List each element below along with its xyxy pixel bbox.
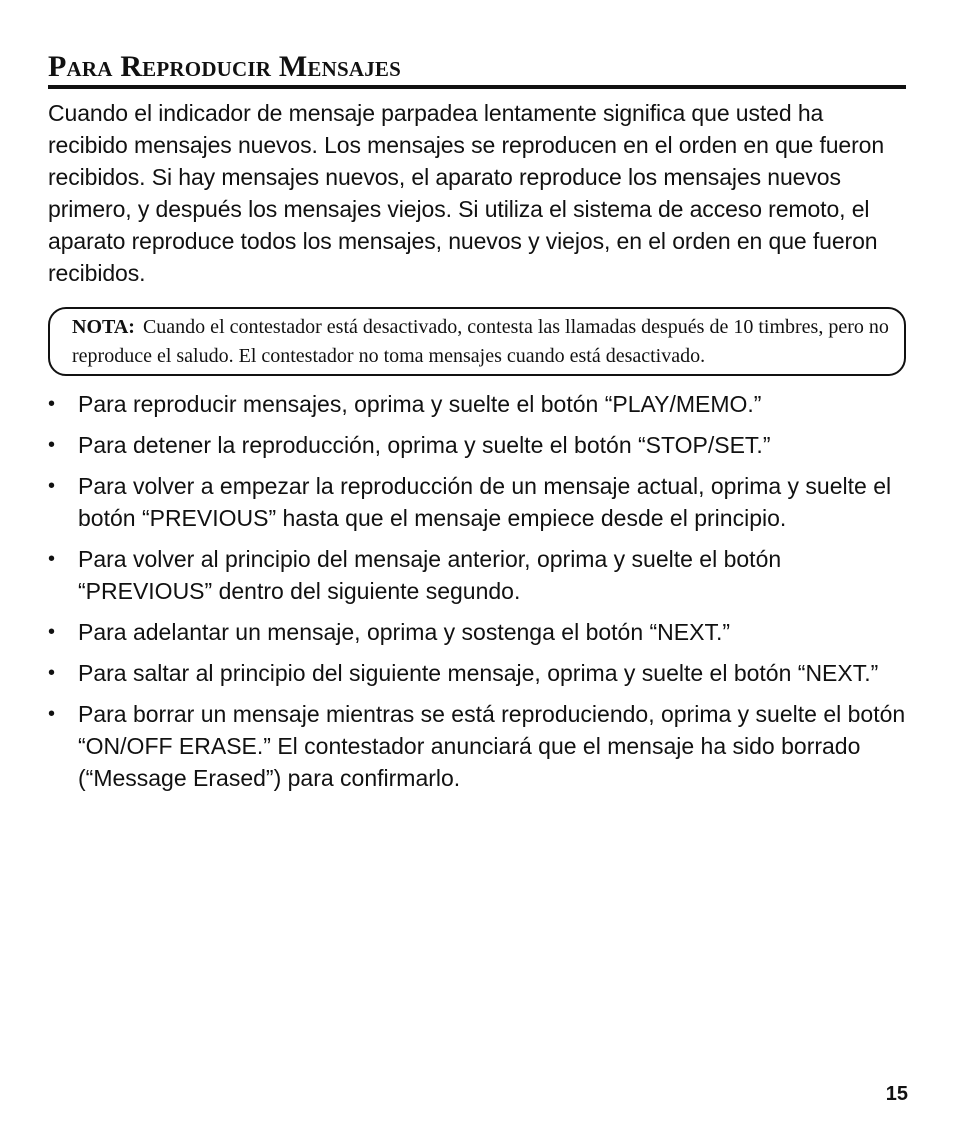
section-title: Para Reproducir Mensajes xyxy=(48,50,906,89)
list-item-text: Para saltar al principio del siguiente mensaje, oprima y suelte el botón “NEXT.” xyxy=(78,660,879,686)
manual-page xyxy=(48,50,906,803)
list-item xyxy=(48,388,906,420)
list-item xyxy=(48,470,906,534)
list-item xyxy=(48,698,906,794)
list-item xyxy=(48,616,906,648)
list-item-text: Para volver al principio del mensaje anterior, oprima y suelte el botón “PREVIOUS” dentro del siguiente segundo. xyxy=(78,546,782,604)
note-box xyxy=(48,307,906,376)
list-item xyxy=(48,429,906,461)
note-label: NOTA: xyxy=(72,316,135,338)
bullet-icon: • xyxy=(48,548,56,570)
bullet-icon: • xyxy=(48,703,56,725)
instruction-list xyxy=(48,388,906,794)
list-item-text: Para volver a empezar la reproducción de un mensaje actual, oprima y suelte el botón “PREVIOUS” hasta que el mensaje empiece desde el principio. xyxy=(78,473,892,531)
page-number: 15 xyxy=(885,1083,908,1105)
list-item xyxy=(48,543,906,607)
list-item-text: Para detener la reproducción, oprima y suelte el botón “STOP/SET.” xyxy=(78,432,771,458)
list-item-text: Para reproducir mensajes, oprima y suelte el botón “PLAY/MEMO.” xyxy=(78,391,762,417)
bullet-icon: • xyxy=(48,475,56,497)
bullet-icon: • xyxy=(48,434,56,456)
bullet-icon: • xyxy=(48,662,56,684)
list-item-text: Para borrar un mensaje mientras se está reproduciendo, oprima y suelte el botón “ON/OFF ERASE.” El contestador anunciará que el mensaje ha sido borrado (“Message Erased”) para confirmarlo. xyxy=(78,701,906,791)
note-text: Cuando el contestador está desactivado, contesta las llamadas después de 10 timbres, pero no reproduce el saludo. El contestador no toma mensajes cuando está desactivado. xyxy=(72,316,889,367)
list-item xyxy=(48,657,906,689)
intro-paragraph: Cuando el indicador de mensaje parpadea lentamente significa que usted ha recibido mensajes nuevos. Los mensajes se reproducen en el orden en que fueron recibidos. Si hay mensajes nuevos, el aparato reproduce los mensajes nuevos primero, y después los mensajes viejos. Si utiliza el sistema de acceso remoto, el aparato reproduce todos los mensajes, nuevos y viejos, en el orden en que fueron recibidos. xyxy=(48,100,885,286)
bullet-icon: • xyxy=(48,621,56,643)
bullet-icon: • xyxy=(48,393,56,415)
list-item-text: Para adelantar un mensaje, oprima y sostenga el botón “NEXT.” xyxy=(78,619,731,645)
